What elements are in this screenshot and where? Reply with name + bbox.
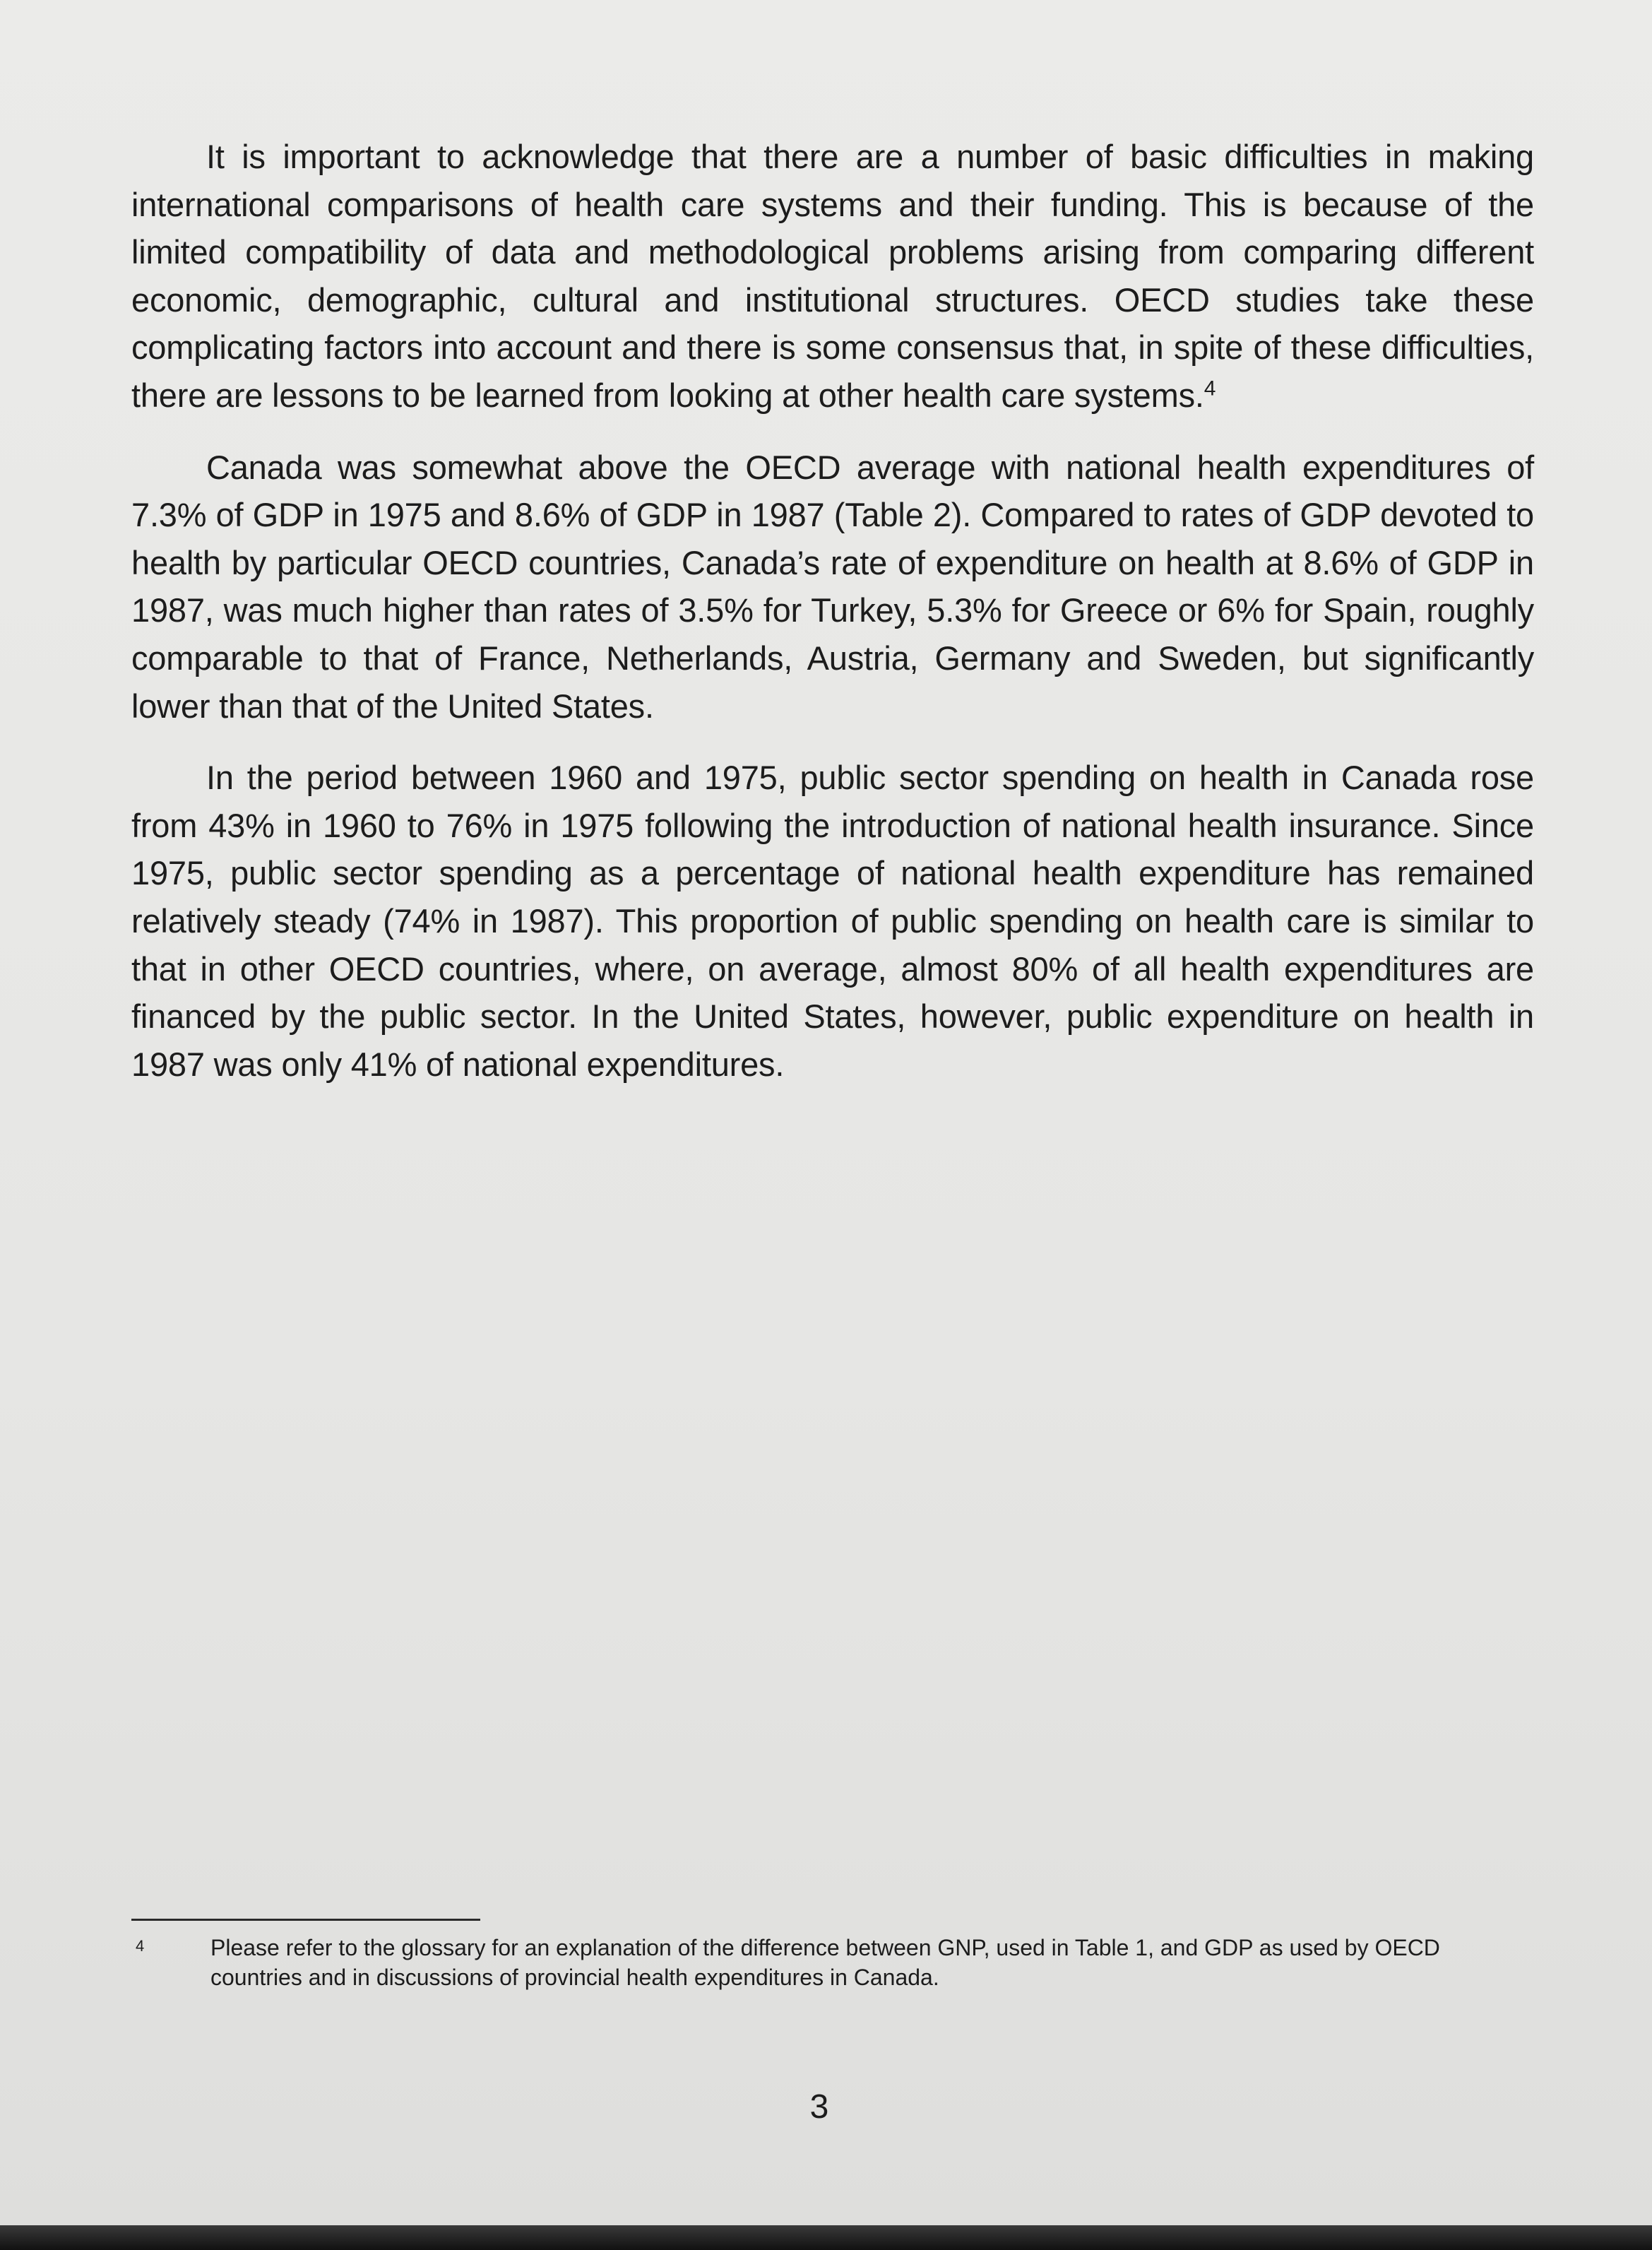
footnote-text: Please refer to the glossary for an explanation of the difference between GNP, used in Table 1, and GDP as used by OECD countries and in discussions of provincial health expenditures in Canada. [210,1935,1440,1990]
page-number: 3 [809,2088,829,2126]
paragraph-text: It is important to acknowledge that there are a number of basic difficulties in making international comparisons of health care systems and their funding. This is because of the limited compatibility of data and methodological problems arising from comparing different economic, demographic, cultural and institutional structures. OECD studies take these complicating factors into account and there is some consensus that, in spite of these difficulties, there are lessons to be learned from looking at other health care systems. [131,138,1534,414]
paragraph-international-comparisons [131,133,1534,420]
footnote-mark: 4 [136,1937,145,1955]
footnote-reference[interactable]: 4 [1204,377,1216,401]
paragraph-text: In the period between 1960 and 1975, public sector spending on health in Canada rose from 43% in 1960 to 76% in 1975 following the introduction of national health insurance. Since 1975, public sector spending as a percentage of national health expenditure has remained relatively steady (74% in 1987). This proportion of public spending on health care is similar to that in other OECD countries, where, on average, almost 80% of all health expenditures are financed by the public sector. In the United States, however, public expenditure on health in 1987 was only 41% of national expenditures. [131,759,1534,1083]
paragraph-canada-gdp [131,444,1534,730]
paragraph-text: Canada was somewhat above the OECD average with national health expenditures of 7.3% of GDP in 1975 and 8.6% of GDP in 1987 (Table 2). Compared to rates of GDP devoted to health by particular OECD countries, Canada’s rate of expenditure on health at 8.6% of GDP in 1987, was much higher than rates of 3.5% for Turkey, 5.3% for Greece or 6% for Spain, roughly comparable to that of France, Netherlands, Austria, Germany and Sweden, but significantly lower than that of the United States. [131,448,1534,725]
scan-bottom-edge [0,2225,1652,2250]
footnote [131,1933,1534,1992]
paragraph-public-sector-spending [131,754,1534,1088]
body-text [131,133,1534,1112]
footnote-divider [131,1919,480,1921]
